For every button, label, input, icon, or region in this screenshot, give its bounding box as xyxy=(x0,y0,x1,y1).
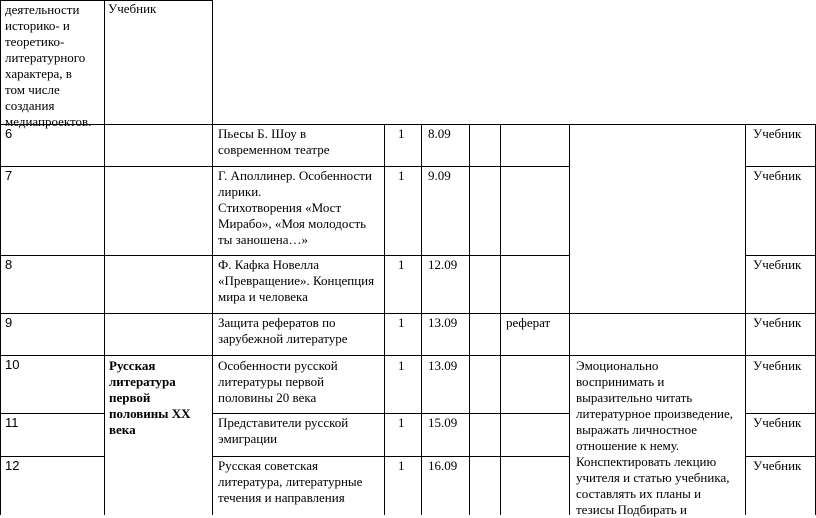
lesson-hours: 1 xyxy=(398,458,405,473)
resource-cell: Учебник xyxy=(753,415,802,430)
row-number: 11 xyxy=(5,415,19,430)
activity-cell-continued: деятельности историко- и теоретико- литературного характера, в том числе создания медиапроектов. xyxy=(5,2,92,129)
resource-cell: Учебник xyxy=(753,358,802,373)
lesson-date: 16.09 xyxy=(428,458,458,473)
lesson-topic: Г. Аполлинер. Особенности лирики. Стихотворения «Мост Мирабо», «Моя молодость ты заношена…» xyxy=(218,168,372,247)
lesson-hours: 1 xyxy=(398,257,405,272)
lesson-date: 13.09 xyxy=(428,315,458,330)
row-number: 6 xyxy=(5,126,13,141)
lesson-hours: 1 xyxy=(398,358,405,373)
lesson-topic: Ф. Кафка Новелла «Превращение». Концепция мира и человека xyxy=(218,257,375,304)
row-number: 8 xyxy=(5,257,13,272)
resource-cell: Учебник xyxy=(108,1,157,16)
row-number: 10 xyxy=(5,357,20,372)
row-number: 9 xyxy=(5,315,13,330)
lesson-hours: 1 xyxy=(398,315,405,330)
lesson-topic: Русская советская литература, литературные течения и направления xyxy=(218,458,363,505)
resource-cell: Учебник xyxy=(753,257,802,272)
section-title: Русская литература первой половины XX века xyxy=(109,358,191,437)
lesson-topic: Защита рефератов по зарубежной литературе xyxy=(218,315,348,346)
lesson-topic: Пьесы Б. Шоу в современном театре xyxy=(218,126,330,157)
control-form: реферат xyxy=(506,315,551,330)
resource-cell: Учебник xyxy=(753,168,802,183)
lesson-date: 9.09 xyxy=(428,168,451,183)
lesson-date: 12.09 xyxy=(428,257,458,272)
lesson-date: 15.09 xyxy=(428,415,458,430)
lesson-topic: Представители русской эмиграции xyxy=(218,415,349,446)
resource-cell: Учебник xyxy=(753,126,802,141)
lesson-date: 8.09 xyxy=(428,126,451,141)
row-number: 7 xyxy=(5,168,13,183)
row-number: 12 xyxy=(5,458,20,473)
resource-cell: Учебник xyxy=(753,315,802,330)
resource-cell: Учебник xyxy=(753,458,802,473)
lesson-hours: 1 xyxy=(398,126,405,141)
lesson-hours: 1 xyxy=(398,415,405,430)
lesson-date: 13.09 xyxy=(428,358,458,373)
lesson-topic: Особенности русской литературы первой половины 20 века xyxy=(218,358,338,405)
lesson-hours: 1 xyxy=(398,168,405,183)
shared-activity-description: Эмоционально воспринимать и выразительно читать литературное произведение, выражать личностное отношение к нему. Конспектировать лекцию учителя и статью учебника, составлять их планы и тезисы Подбирать и xyxy=(576,358,734,517)
